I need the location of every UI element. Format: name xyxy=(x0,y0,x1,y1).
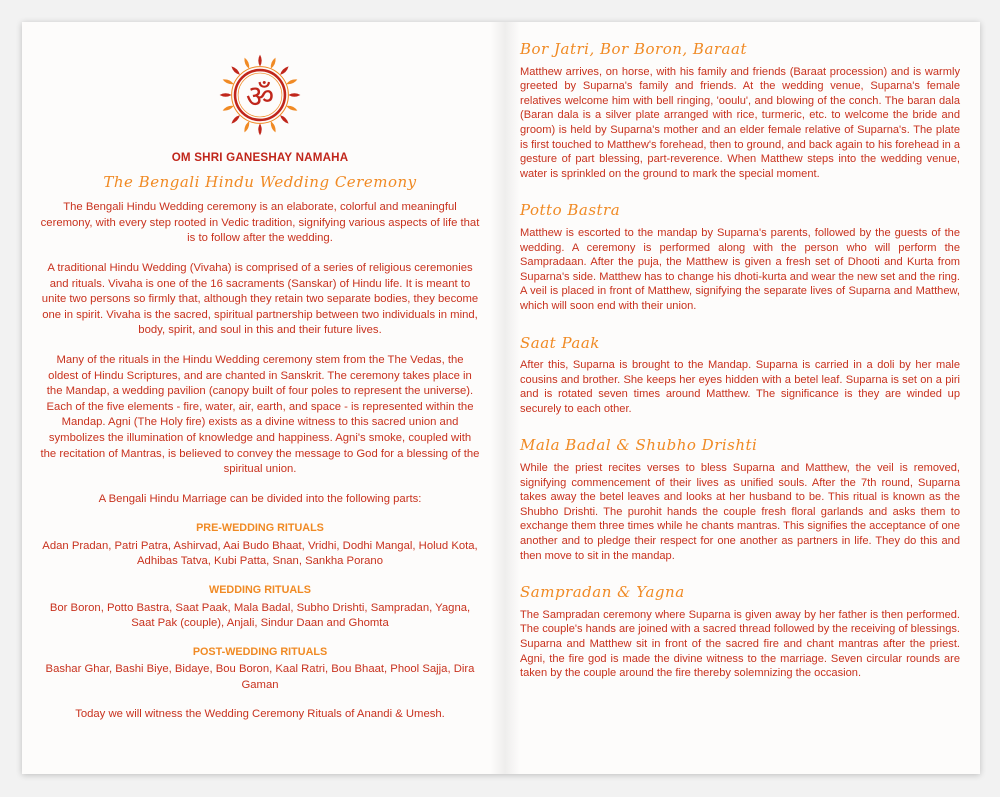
section-title: Saat Paak xyxy=(520,333,600,352)
pre-wedding-heading: PRE-WEDDING RITUALS xyxy=(196,522,324,535)
section-title: Bor Jatri, Bor Boron, Baraat xyxy=(520,40,747,58)
wedding-heading: WEDDING RITUALS xyxy=(209,584,311,597)
section-title: Mala Badal & Shubho Drishti xyxy=(520,436,758,455)
rituals-paragraph: Many of the rituals in the Hindu Wedding ceremony stem from the The Vedas, the oldest of Hindu Scriptures, and are chanted in Sanskrit. The ceremony takes place in the Mandap, a wedding pavilion (canopy built of four poles to represent the universe). Each of the five elements - fire, water, air, earth, and space - is represented within the Mandap. Agni (The Holy fire) exists as a divine witness to this sacred union and symbolizes the illumination of knowledge and happiness. Agni's smoke, coupled with the recitation of Mantras, is believed to convey the message to God for a blessing of the spiritual union. xyxy=(40,353,480,476)
program-spread xyxy=(22,22,980,774)
section-text: Matthew arrives, on horse, with his family and friends (Baraat procession) and is warmly greeted by Suparna's family and friends. At the wedding venue, Suparna's female relatives welcome him with bell ringing, 'ooulu', and blowing of the conch. The baran dala (Baran dala is a silver plate arranged with rice, turmeric, etc. to welcome the bride and groom) is held by Suparna's mother and an elder female relative of Suparna's. The plate is first touched to Matthew's forehead, then to ground, and back again to his forehead in a gesture of part blessing, part-reverence. When Matthew steps into the wedding venue, water is sprinkled on the ground to mark the special moment. xyxy=(520,65,960,180)
intro-paragraph: The Bengali Hindu Wedding ceremony is an elaborate, colorful and meaningful ceremony, with every step rooted in Vedic tradition, signifying various aspects of life that is to follow after the wedding. xyxy=(40,201,480,245)
closing-line: Today we will witness the Wedding Ceremony Rituals of Anandi & Umesh. xyxy=(75,707,445,720)
center-fold xyxy=(490,22,520,774)
section-title: Sampradan & Yagna xyxy=(520,583,685,602)
ceremony-title: The Bengali Hindu Wedding Ceremony xyxy=(103,172,417,191)
section-sampradan xyxy=(520,585,960,681)
section-potto-bastra xyxy=(520,203,960,313)
section-saat-paak xyxy=(520,333,960,417)
section-bor-jatri xyxy=(520,42,960,181)
section-text: After this, Suparna is brought to the Mandap. Suparna is carried in a doli by her male cousins and brother. She keeps her eyes hidden with a betel leaf. Suparna is set on a piri and is rotated seven times around Matthew. The significance is they are winded up securely to each other. xyxy=(520,359,960,415)
om-mandala-icon xyxy=(217,52,303,138)
section-mala-badal xyxy=(520,438,960,563)
section-text: The Sampradan ceremony where Suparna is given away by her father is then performed. The couple's hands are joined with a sacred thread followed by the receiving of blessings. Suparna and Matthew sit in front of the sacred fire and chant mantras after the priest. Agni, the fire god is made the divine witness to the marriage. Seven circular rounds are taken by the couple around the fire thereby solemnizing the occasion. xyxy=(520,608,960,680)
svg-text:ॐ: ॐ xyxy=(245,79,275,116)
post-wedding-heading: POST-WEDDING RITUALS xyxy=(192,645,328,658)
section-text: While the priest recites verses to bless Suparna and Matthew, the veil is removed, signifying commencement of their lives as unified souls. After the 7th round, Suparna takes away the betel leaves and looks at her husband to be. This ritual is known as the Shubho Drishti. The purohit hands the couple fresh floral garlands and asks them to exchange them three times while he chants mantras. This signifies the acceptance of one another and to pledge their respect for one another as partners in life. They do this and then move to sit in the mandap. xyxy=(520,462,960,562)
section-text: Matthew is escorted to the mandap by Suparna's parents, followed by the guests of the wedding. A ceremony is performed along with the person who will perform the Sampradaan. After the puja, the Matthew is given a fresh set of Dhooti and Kurta from Suparna's side. Matthew has to change his dhoti-kurta and wear the new set and the ring. A veil is placed in front of Matthew, signifying the separate lives of Suparna and Matthew, which will soon end with their union. xyxy=(520,226,960,312)
om-heading: OM SHRI GANESHAY NAMAHA xyxy=(171,151,349,164)
left-page xyxy=(40,52,480,764)
section-title: Potto Bastra xyxy=(520,201,621,220)
vivaha-paragraph: A traditional Hindu Wedding (Vivaha) is comprised of a series of religious ceremonies and rituals. Vivaha is one of the 16 sacraments (Sanskar) of Hindu life. It is meant to unite two persons so firmly that, although they retain two separate bodies, they become one in spirit. Vivaha is the sacred, spiritual partnership between two individuals in mind, body, spirit, and soul in this and their future lives. xyxy=(41,261,479,337)
post-wedding-items: Bashar Ghar, Bashi Biye, Bidaye, Bou Boron, Kaal Ratri, Bou Bhaat, Phool Sajja, Dira Gaman xyxy=(45,663,475,692)
wedding-items: Bor Boron, Potto Bastra, Saat Paak, Mala Badal, Subho Drishti, Sampradan, Yagna, Saat Pak (couple), Anjali, Sindur Daan and Ghomta xyxy=(49,601,471,630)
right-page xyxy=(520,42,960,762)
parts-intro: A Bengali Hindu Marriage can be divided into the following parts: xyxy=(98,492,422,505)
pre-wedding-items: Adan Pradan, Patri Patra, Ashirvad, Aai Budo Bhaat, Vridhi, Dodhi Mangal, Holud Kota, Adhibas Tatva, Kubi Patta, Snan, Sankha Porano xyxy=(42,539,478,568)
